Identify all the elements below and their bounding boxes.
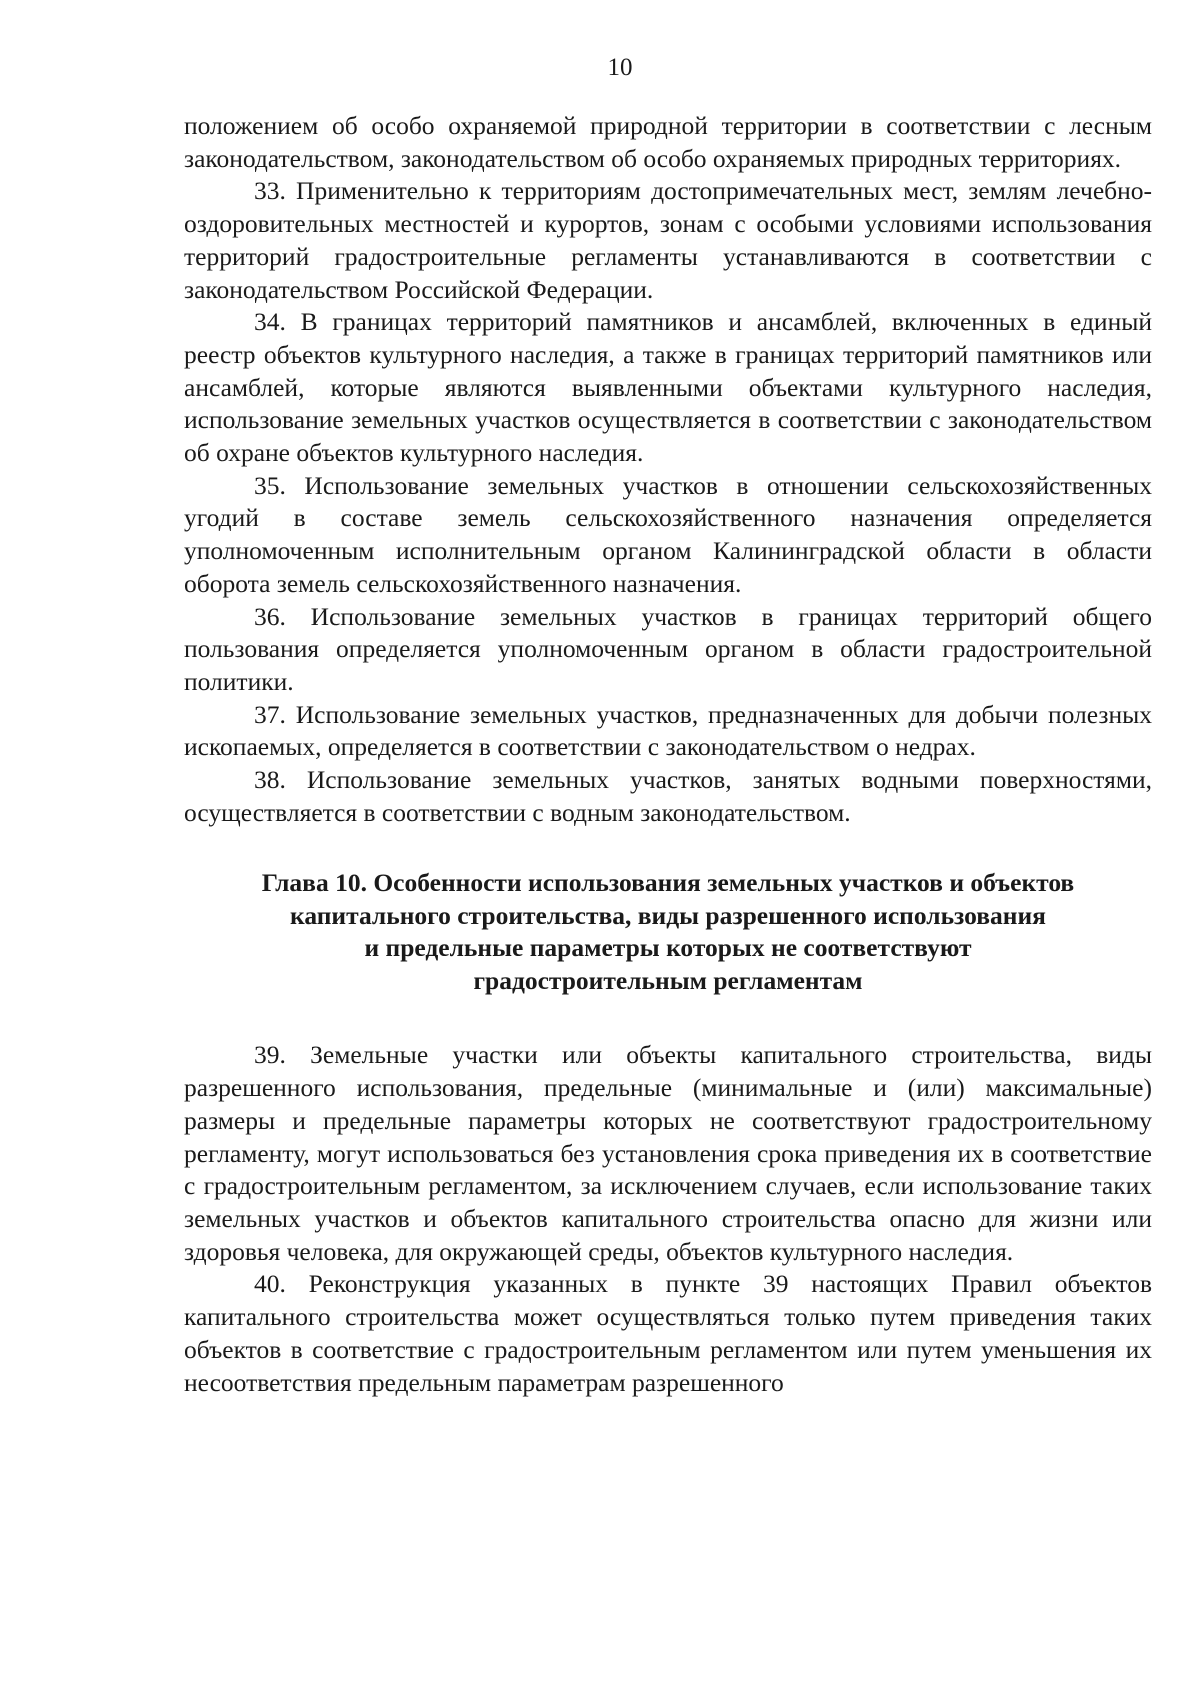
- paragraph-33: 33. Применительно к территориям достопримечательных мест, землям лечебно-оздоровительных местностей и курортов, зонам с особыми условиями использования территорий градостроительные регламенты устанавливаются в соответствии с законодательством Российской Федерации.: [184, 176, 1152, 304]
- document-body: [184, 110, 1152, 1399]
- paragraph-34: 34. В границах территорий памятников и ансамблей, включенных в единый реестр объектов культурного наследия, а также в границах территорий памятников или ансамблей, которые являются выявленными объектами культурного наследия, использование земельных участков осуществляется в соответствии с законодательством об охране объектов культурного наследия.: [184, 307, 1152, 468]
- paragraph-continuation: положением об особо охраняемой природной территории в соответствии с лесным законодательством, законодательством об особо охраняемых природных территориях.: [184, 111, 1152, 173]
- paragraph-37: 37. Использование земельных участков, предназначенных для добычи полезных ископаемых, определяется в соответствии с законодательством о недрах.: [184, 699, 1152, 762]
- paragraph-39: 39. Земельные участки или объекты капитального строительства, виды разрешенного использования, предельные (минимальные и (или) максимальные) размеры и предельные параметры которых не соответствуют градостроительному регламенту, могут использоваться без установления срока приведения их в соответствие с градостроительным регламентом, за исключением случаев, если использование таких земельных участков и объектов капитального строительства опасно для жизни или здоровья человека, для окружающей среды, объектов культурного наследия.: [184, 1040, 1152, 1266]
- chapter-title: Глава 10. Особенности использования земельных участков и объектов капитального строительства, виды разрешенного использования и предельные параметры которых не соответствуют градостроительным регламентам: [261, 868, 1075, 995]
- title-spacer: [184, 997, 1152, 1039]
- paragraph-35: 35. Использование земельных участков в отношении сельскохозяйственных угодий в составе земель сельскохозяйственного назначения определяется уполномоченным исполнительным органом Калининградской области в области оборота земель сельскохозяйственного назначения.: [184, 470, 1152, 598]
- paragraph-36: 36. Использование земельных участков в границах территорий общего пользования определяется уполномоченным органом в области градостроительной политики.: [184, 601, 1152, 696]
- page-number: 10: [607, 54, 633, 81]
- paragraph-40: 40. Реконструкция указанных в пункте 39 настоящих Правил объектов капитального строительства может осуществляться только путем приведения таких объектов в соответствие с градостроительным регламентом или путем уменьшения их несоответствия предельным параметрам разрешенного: [184, 1269, 1152, 1397]
- paragraph-38: 38. Использование земельных участков, занятых водными поверхностями, осуществляется в соответствии с водным законодательством.: [184, 765, 1152, 827]
